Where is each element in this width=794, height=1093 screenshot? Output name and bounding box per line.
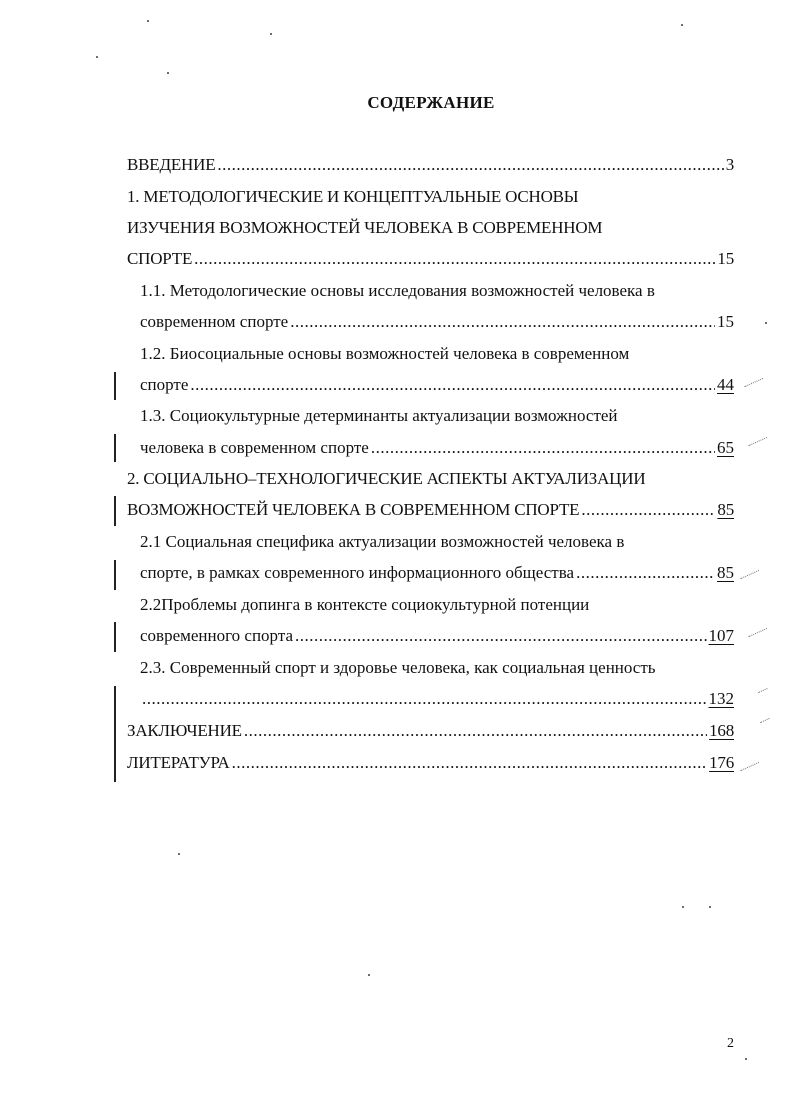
- toc-page-number: 3: [725, 155, 734, 174]
- dot-leader: [190, 372, 715, 398]
- toc-entry-section-1-2[interactable]: [140, 372, 734, 398]
- revision-bar: [114, 560, 116, 590]
- toc-entry-text: спорте: [140, 375, 189, 394]
- scan-speck: [178, 853, 180, 855]
- scan-speck: [167, 72, 169, 74]
- toc-page-number: 65: [717, 438, 734, 457]
- toc-page-number: 132: [708, 689, 734, 708]
- toc-entry-text: ВВЕДЕНИЕ: [127, 155, 216, 174]
- page-number: 2: [727, 1036, 734, 1051]
- toc-entry-chapter-1-line: ИЗУЧЕНИЯ ВОЗМОЖНОСТЕЙ ЧЕЛОВЕКА В СОВРЕМЕННОМ: [127, 218, 603, 237]
- toc-entry-section-2-3[interactable]: [140, 686, 734, 712]
- toc-entry-literature[interactable]: [127, 750, 734, 776]
- dot-leader: [244, 718, 707, 744]
- toc-page-number: 15: [717, 249, 734, 268]
- margin-mark: [740, 762, 759, 772]
- dot-leader: [290, 309, 715, 335]
- toc-entry-section-2-3-line: 2.3. Современный спорт и здоровье человека, как социальная ценность: [140, 658, 656, 677]
- toc-entry-section-1-1-line: 1.1. Методологические основы исследования возможностей человека в: [140, 281, 655, 300]
- toc-entry-section-1-3-line: 1.3. Социокультурные детерминанты актуализации возможностей: [140, 406, 618, 425]
- revision-bar: [114, 434, 116, 462]
- scan-speck: [745, 1058, 747, 1060]
- margin-mark: [760, 718, 770, 724]
- toc-entry-text: современного спорта: [140, 626, 294, 645]
- toc-entry-chapter-1-line: 1. МЕТОДОЛОГИЧЕСКИЕ И КОНЦЕПТУАЛЬНЫЕ ОСНОВЫ: [127, 187, 579, 206]
- margin-mark: [748, 628, 767, 638]
- toc-entry-chapter-1[interactable]: [127, 246, 734, 272]
- toc-page-number: 85: [717, 500, 734, 519]
- scan-speck: [147, 20, 149, 22]
- toc-entry-section-2-2[interactable]: [140, 623, 734, 649]
- dot-leader: [232, 750, 707, 776]
- margin-mark: [740, 570, 759, 580]
- toc-entry-text: человека в современном спорте: [140, 438, 369, 457]
- toc-entry-section-1-3[interactable]: [140, 435, 734, 461]
- toc-page-number: 168: [709, 721, 734, 740]
- toc-entry-section-2-2-line: 2.2Проблемы допинга в контексте социокультурной потенции: [140, 595, 590, 614]
- toc-entry-chapter-2-line: 2. СОЦИАЛЬНО–ТЕХНОЛОГИЧЕСКИЕ АСПЕКТЫ АКТУАЛИЗАЦИИ: [127, 469, 646, 488]
- dot-leader: [295, 623, 706, 649]
- toc-entry-text: ЛИТЕРАТУРА: [127, 753, 230, 772]
- toc-entry-introduction[interactable]: [127, 152, 734, 178]
- toc-entry-text: современном спорте: [140, 312, 289, 331]
- toc-entry-section-2-1[interactable]: [140, 560, 734, 586]
- revision-bar: [114, 686, 116, 782]
- scan-speck: [96, 56, 98, 58]
- scan-speck: [682, 906, 684, 908]
- page-title: СОДЕРЖАНИЕ: [367, 93, 495, 112]
- toc-page-number: 44: [717, 375, 734, 394]
- dot-leader: [576, 560, 715, 586]
- revision-bar: [114, 372, 116, 400]
- toc-entry-text: СПОРТЕ: [127, 249, 193, 268]
- toc-entry-section-1-1[interactable]: [140, 309, 734, 335]
- toc-entry-chapter-2[interactable]: [127, 497, 734, 523]
- dot-leader: [217, 152, 723, 178]
- dot-leader: [194, 246, 715, 272]
- margin-mark: [758, 688, 768, 694]
- scan-speck: [765, 322, 767, 324]
- scan-speck: [270, 33, 272, 35]
- toc-page-number: 107: [708, 626, 734, 645]
- dot-leader: [371, 435, 715, 461]
- toc-entry-conclusion[interactable]: [127, 718, 734, 744]
- scan-speck: [709, 906, 711, 908]
- toc-entry-text: ЗАКЛЮЧЕНИЕ: [127, 721, 242, 740]
- toc-entry-text: ВОЗМОЖНОСТЕЙ ЧЕЛОВЕКА В СОВРЕМЕННОМ СПОРТЕ: [127, 500, 580, 519]
- revision-bar: [114, 622, 116, 652]
- dot-leader: [142, 686, 707, 712]
- revision-bar: [114, 496, 116, 526]
- toc-entry-section-1-2-line: 1.2. Биосоциальные основы возможностей человека в современном: [140, 344, 630, 363]
- toc-page-number: 15: [717, 312, 734, 331]
- margin-mark: [744, 378, 763, 388]
- dot-leader: [581, 497, 715, 523]
- toc-page-number: 85: [717, 563, 734, 582]
- toc-page-number: 176: [709, 753, 734, 772]
- margin-mark: [748, 437, 767, 447]
- toc-entry-text: спорте, в рамках современного информационного общества: [140, 563, 575, 582]
- scan-speck: [368, 974, 370, 976]
- toc-entry-section-2-1-line: 2.1 Социальная специфика актуализации возможностей человека в: [140, 532, 625, 551]
- scan-speck: [681, 24, 683, 26]
